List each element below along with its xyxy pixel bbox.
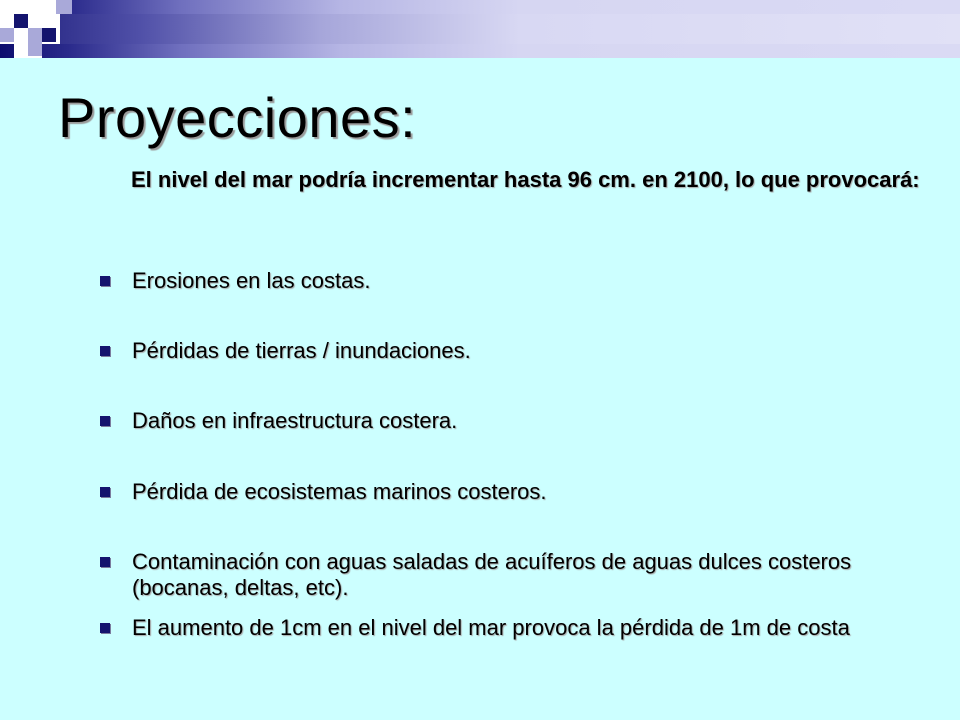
square-bullet-icon (100, 276, 110, 286)
list-item-text: Contaminación con aguas saladas de acuíferos de aguas dulces costeros (bocanas, deltas, etc). (132, 549, 852, 600)
list-item-text: El aumento de 1cm en el nivel del mar provoca la pérdida de 1m de costa (132, 615, 850, 640)
square-bullet-icon (100, 416, 110, 426)
square-bullet-icon (100, 557, 110, 567)
slide-title: Proyecciones: (58, 86, 417, 149)
square-bullet-icon (100, 487, 110, 497)
slide-intro: El nivel del mar podría incrementar hasta 96 cm. en 2100, lo que provocará: (131, 167, 920, 192)
square-bullet-icon (100, 623, 110, 633)
list-item-text: Daños en infraestructura costera. (132, 408, 458, 433)
square-bullet-icon (100, 346, 110, 356)
list-item-text: Pérdidas de tierras / inundaciones. (132, 338, 471, 363)
list-item-text: Pérdida de ecosistemas marinos costeros. (132, 479, 547, 504)
list-item-text: Erosiones en las costas. (132, 268, 371, 293)
